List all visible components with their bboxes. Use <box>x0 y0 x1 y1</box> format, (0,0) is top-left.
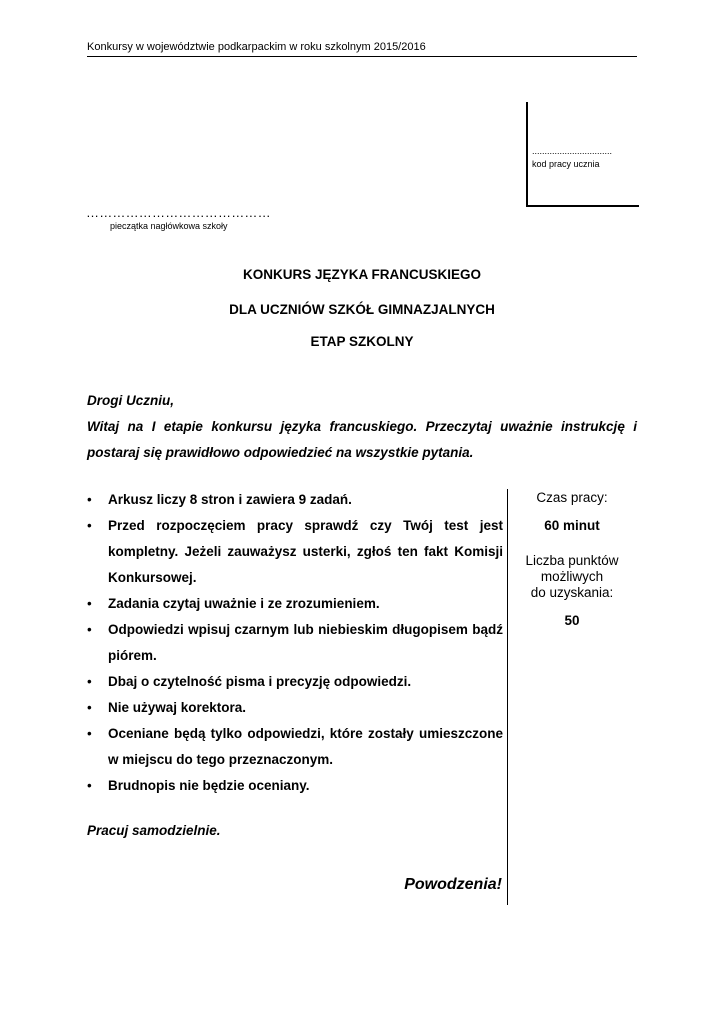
work-alone-note: Pracuj samodzielnie. <box>87 823 221 838</box>
points-value: 50 <box>564 613 580 628</box>
bullet-icon: • <box>87 674 92 689</box>
intro-block <box>87 388 637 466</box>
instruction-item: • Arkusz liczy 8 stron i zawiera 9 zadań. <box>87 487 503 513</box>
points-label-line1: Liczba punktów <box>525 553 619 568</box>
bullet-icon: • <box>87 778 92 793</box>
intro-text: Witaj na I etapie konkursu języka francuskiego. Przeczytaj uważnie instrukcję i postaraj się prawidłowo odpowiedzieć na wszystkie pytania. <box>87 419 637 460</box>
instructions-list <box>87 487 503 799</box>
instruction-item: • Zadania czytaj uważnie i ze zrozumieniem. <box>87 591 503 617</box>
school-stamp-label: pieczątka nagłówkowa szkoły <box>110 221 228 231</box>
bullet-icon: • <box>87 700 92 715</box>
points-label-line3: do uzyskania: <box>530 585 614 600</box>
bullet-icon: • <box>87 622 92 637</box>
title-stage: ETAP SZKOLNY <box>310 334 414 349</box>
bullet-icon: • <box>87 726 92 741</box>
title-competition: KONKURS JĘZYKA FRANCUSKIEGO <box>242 267 482 282</box>
title-audience: DLA UCZNIÓW SZKÓŁ GIMNAZJALNYCH <box>229 302 495 317</box>
instruction-item: • Oceniane będą tylko odpowiedzi, które zostały umieszczone w miejscu do tego przeznaczonym. <box>87 721 503 773</box>
intro-greeting: Drogi Uczniu, <box>87 393 174 408</box>
time-value: 60 minut <box>544 518 600 533</box>
bullet-icon: • <box>87 492 92 507</box>
student-code-dots: ................................ <box>532 146 613 156</box>
instruction-item: • Dbaj o czytelność pisma i precyzję odpowiedzi. <box>87 669 503 695</box>
student-code-label: kod pracy ucznia <box>532 159 600 169</box>
good-luck-note: Powodzenia! <box>404 876 502 893</box>
instruction-item: • Przed rozpoczęciem pracy sprawdź czy Twój test jest kompletny. Jeżeli zauważysz usterki, zgłoś ten fakt Komisji Konkursowej. <box>87 513 503 591</box>
bullet-icon: • <box>87 518 92 533</box>
column-divider <box>507 489 508 905</box>
page-header: Konkursy w województwie podkarpackim w roku szkolnym 2015/2016 <box>87 40 637 57</box>
instruction-item: • Nie używaj korektora. <box>87 695 503 721</box>
bullet-icon: • <box>87 596 92 611</box>
instruction-item: • Odpowiedzi wpisuj czarnym lub niebieskim długopisem bądź piórem. <box>87 617 503 669</box>
time-label: Czas pracy: <box>536 490 608 505</box>
school-stamp-dots: …………………………………… <box>86 205 271 220</box>
points-label-line2: możliwych <box>540 569 604 584</box>
instruction-item: • Brudnopis nie będzie oceniany. <box>87 773 503 799</box>
